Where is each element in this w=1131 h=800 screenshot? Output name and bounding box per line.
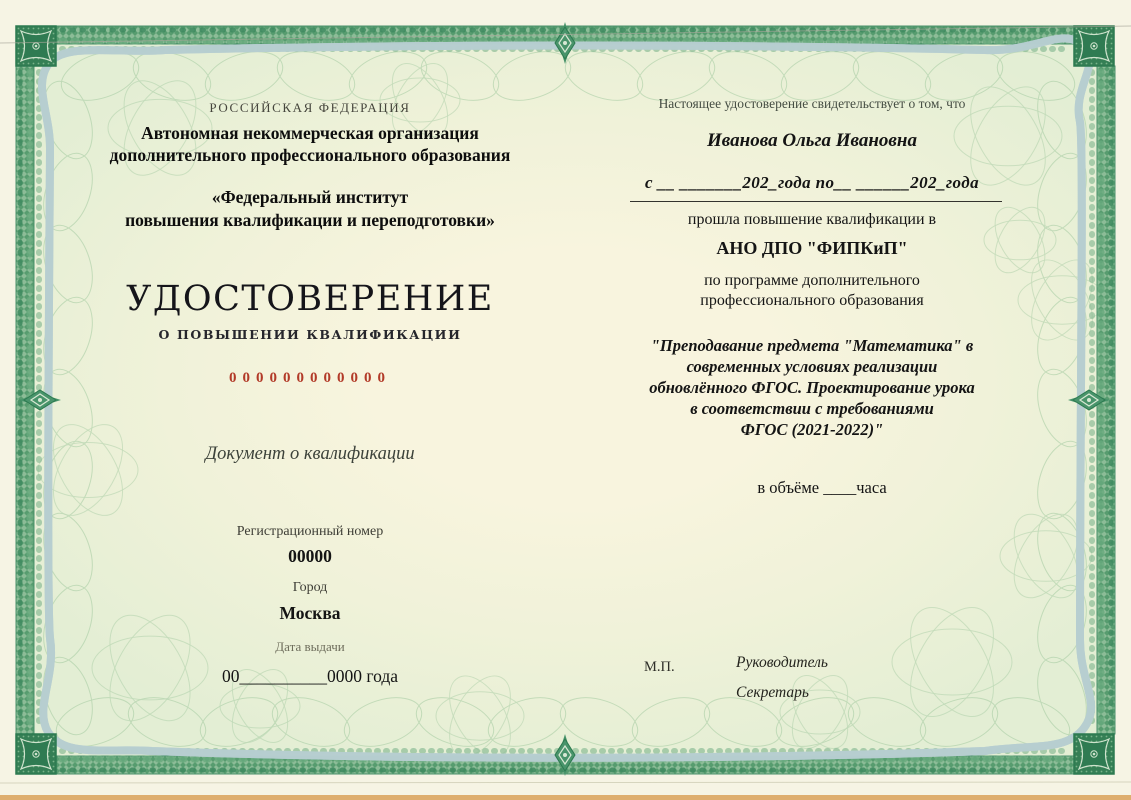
issuing-organization: АНО ДПО "ФИПКиП" — [716, 238, 908, 258]
org-name-line2: дополнительного профессионального образования — [109, 145, 511, 165]
attestation-intro: Настоящее удостоверение свидетельствует о том, что — [658, 96, 966, 111]
program-intro-line1: по программе дополнительного — [704, 272, 920, 289]
document-subtitle: О ПОВЫШЕНИИ КВАЛИФИКАЦИИ — [158, 327, 462, 342]
document-kind-label: Документ о квалификации — [205, 444, 415, 464]
document-title: УДОСТОВЕРЕНИЕ — [126, 279, 494, 319]
country-label: РОССИЙСКАЯ ФЕДЕРАЦИЯ — [209, 100, 411, 115]
program-title-line2: современных условиях реализации — [686, 357, 938, 376]
program-title-line5: ФГОС (2021-2022)" — [740, 420, 884, 439]
program-title-line1: "Преподавание предмета "Математика" в — [650, 336, 974, 355]
period-underline — [630, 201, 1002, 202]
program-title-line3: обновлённого ФГОС. Проектирование урока — [649, 378, 975, 397]
action-text: прошла повышение квалификации в — [687, 211, 937, 228]
training-period: с __ _______202_года по__ ______202_года — [645, 173, 979, 192]
holder-name: Иванова Ольга Ивановна — [707, 130, 917, 151]
program-title-line4: в соответствии с требованиями — [690, 399, 934, 418]
seal-placeholder: М.П. — [644, 659, 675, 675]
registration-number-label: Регистрационный номер — [236, 524, 384, 539]
city-label: Город — [292, 580, 328, 595]
issue-date-label: Дата выдачи — [275, 639, 345, 654]
city-value: Москва — [279, 603, 341, 623]
institute-line2: повышения квалификации и переподготовки» — [125, 210, 495, 230]
serial-number: 000000000000 — [229, 370, 391, 386]
issue-date-value: 00__________0000 года — [221, 666, 399, 686]
program-intro-line2: профессионального образования — [700, 292, 924, 309]
course-volume: в объёме ____часа — [757, 478, 887, 497]
org-name-line1: Автономная некоммерческая организация — [141, 123, 479, 143]
registration-number-value: 00000 — [288, 546, 332, 566]
secretary-signature-label: Секретарь — [736, 684, 809, 701]
institute-line1: «Федеральный институт — [211, 187, 409, 207]
head-signature-label: Руководитель — [736, 654, 828, 671]
